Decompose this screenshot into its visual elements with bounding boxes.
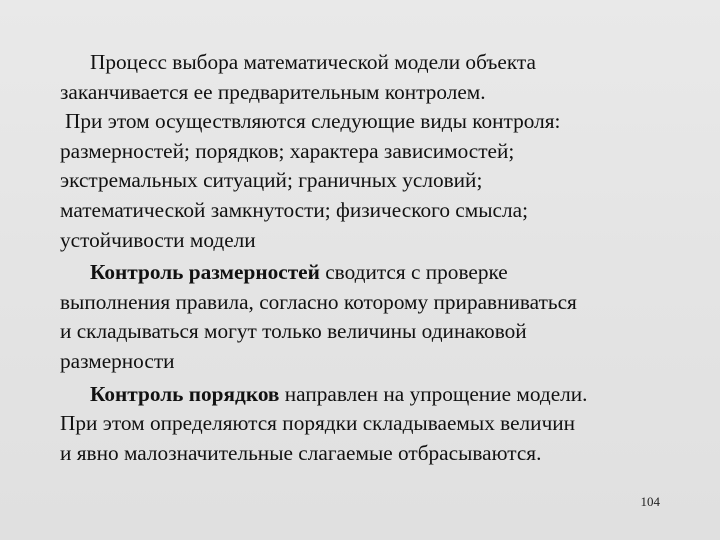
paragraph-order-control [60,380,660,469]
paragraph-control-types [60,107,660,255]
text-line: математической замкнутости; физического смысла; [60,197,528,222]
text-line: При этом осуществляются следующие виды контроля: [65,109,561,134]
text-line: При этом определяются порядки складываемых величин [60,411,576,436]
text-line: размерности [60,348,175,373]
text-line [60,258,660,288]
text-line: экстремальных ситуаций; граничных условий; [60,168,483,193]
text-line: и явно малозначительные слагаемые отбрасываются. [60,440,542,465]
paragraph-dimension-control [60,258,660,376]
page-number: 104 [640,494,660,509]
slide-body-text [60,48,660,468]
text-line [60,380,660,410]
paragraph-model-selection [60,48,660,107]
term-order-control: Контроль порядков [90,381,280,406]
text-fragment: сводится с проверке [319,260,508,285]
text-line: выполнения правила, согласно которому приравниваться [60,289,577,314]
text-line: заканчивается ее предварительным контролем. [60,79,486,104]
term-dimension-control: Контроль размерностей [90,260,320,285]
text-line: устойчивости модели [60,227,256,252]
text-line: Процесс выбора математической модели объекта [90,50,536,74]
text-line: и складываться могут только величины одинаковой [60,319,527,344]
text-line: размерностей; порядков; характера зависимостей; [60,138,515,163]
text-fragment: направлен на упрощение модели. [279,381,588,406]
